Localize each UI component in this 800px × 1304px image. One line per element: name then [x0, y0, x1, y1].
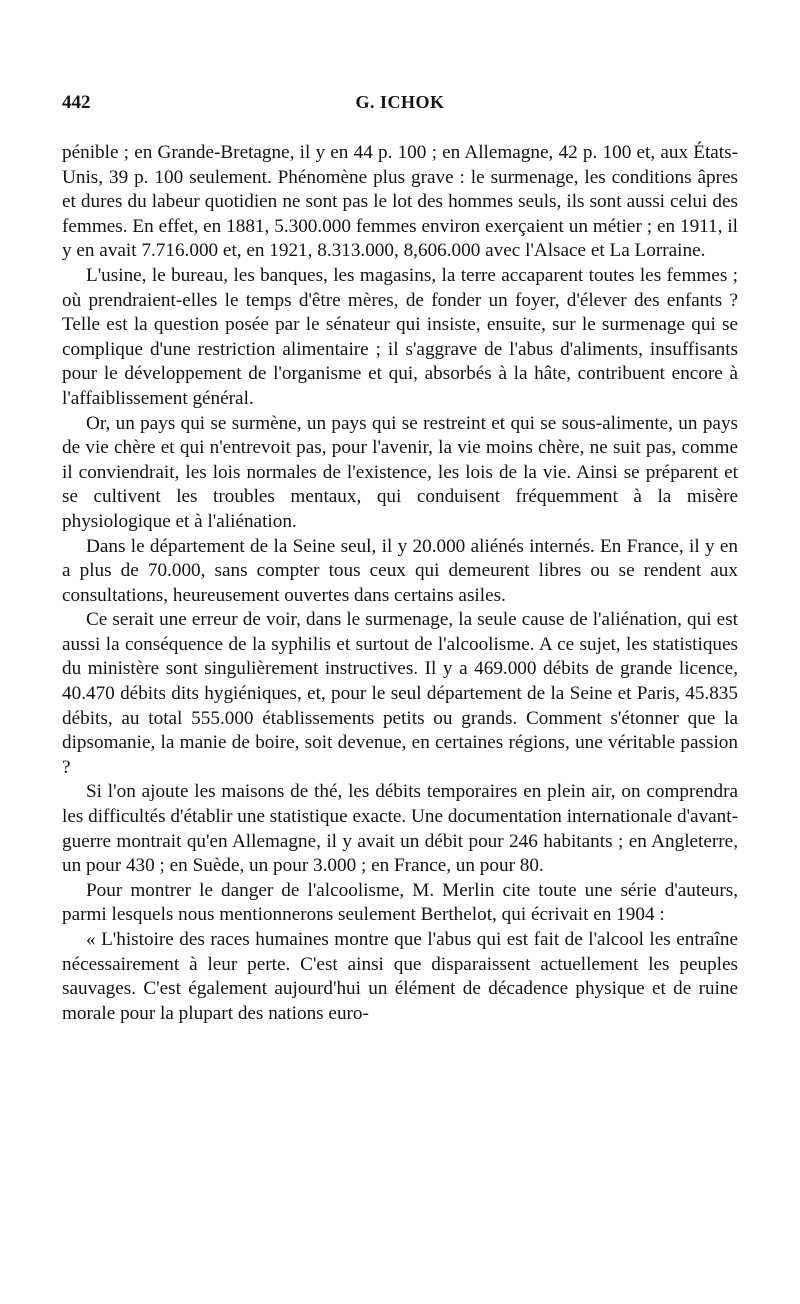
paragraph-surmenage-pays: Or, un pays qui se surmène, un pays qui se restreint et qui se sous-alimente, un pays de vie chère et qui n'entrevoit pas, pour l'avenir, la vie moins chère, ne suit pas, comme il conviendrait, les lois normales de l'existence, les lois de la vie. Ainsi se préparent et se cultivent les troubles mentaux, qui conduisent fréquemment à la misère physiologique et à l'aliénation. [62, 412, 738, 532]
body-text [62, 141, 738, 1026]
paragraph-usine: L'usine, le bureau, les banques, les magasins, la terre accaparent toutes les femmes ; où prendraient-elles le temps d'être mères, de fonder un foyer, d'élever des enfants ? Telle est la question posée par le sénateur qui insiste, ensuite, sur le surmenage qui se complique d'une restriction alimentaire ; il s'aggrave de l'abus d'aliments, insuffisants pour le développement de l'organisme et qui, absorbés à la hâte, contribuent encore à l'affaiblissement général. [62, 264, 738, 409]
running-head-author: G. ICHOK [355, 92, 445, 112]
paragraph-alienes: Dans le département de la Seine seul, il y 20.000 aliénés internés. En France, il y en a plus de 70.000, sans compter tous ceux qui demeurent libres ou se rendent aux consultations, heureusement ouvertes dans certains asiles. [62, 535, 738, 606]
paragraph-continuation: pénible ; en Grande-Bretagne, il y en 44 p. 100 ; en Allemagne, 42 p. 100 et, aux États-Unis, 39 p. 100 seulement. Phénomène plus grave : le surmenage, les conditions âpres et dures du labeur quotidien ne sont pas le lot des hommes seuls, ils sont aussi celui des femmes. En effet, en 1881, 5.300.000 femmes environ exerçaient un métier ; en 1911, il y en avait 7.716.000 et, en 1921, 8.313.000, 8,606.000 avec l'Alsace et La Lorraine. [62, 142, 738, 262]
paragraph-berthelot-quote: « L'histoire des races humaines montre que l'abus qui est fait de l'alcool les entraîne nécessairement à leur perte. C'est ainsi que disparaissent actuellement les peuples sauvages. C'est également aujourd'hui un élément de décadence physique et de ruine morale pour la plupart des nations euro- [62, 929, 738, 1024]
paragraph-merlin: Pour montrer le danger de l'alcoolisme, M. Merlin cite toute une série d'auteurs, parmi lesquels nous mentionnerons seulement Berthelot, qui écrivait en 1904 : [62, 879, 738, 926]
running-head [62, 92, 738, 118]
paragraph-debits-internationaux: Si l'on ajoute les maisons de thé, les débits temporaires en plein air, on comprendra les difficultés d'établir une statistique exacte. Une documentation internationale d'avant-guerre montrait qu'en Allemagne, il y avait un débit pour 246 habitants ; en Angleterre, un pour 430 ; en Suède, un pour 3.000 ; en France, un pour 80. [62, 781, 738, 877]
page-number: 442 [62, 92, 91, 113]
paragraph-alcoolisme-statistiques: Ce serait une erreur de voir, dans le surmenage, la seule cause de l'aliénation, qui est aussi la conséquence de la syphilis et surtout de l'alcoolisme. A ce sujet, les statistiques du ministère sont singulièrement instructives. Il y a 469.000 débits de grande licence, 40.470 débits dits hygiéniques, et, pour le seul département de la Seine et Paris, 45.835 débits, au total 555.000 établissements petits ou grands. Comment s'étonner que la dipsomanie, la manie de boire, soit devenue, en certaines régions, une véritable passion ? [62, 609, 738, 778]
